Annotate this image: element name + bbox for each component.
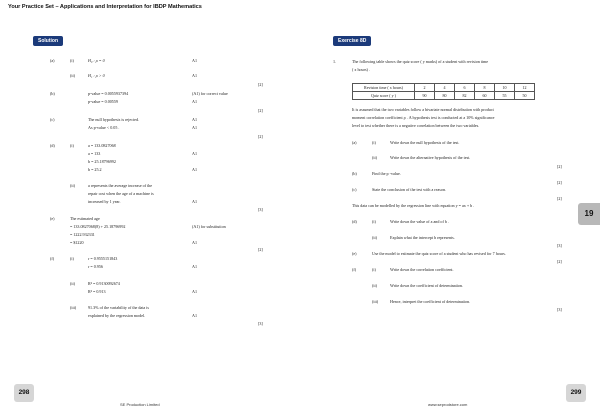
sol-b-label: (b) (50, 91, 55, 96)
ex-c-label: (c) (352, 187, 357, 192)
ex-d-i-text: Write down the value of a and of b . (390, 219, 449, 224)
ex-a-ii-label: (ii) (372, 155, 378, 160)
sol-c-label: (c) (50, 117, 55, 122)
table-cell: 50 (515, 92, 535, 100)
publisher-footer: SE Production Limited (120, 402, 160, 407)
sol-d-ii-mark: A1 (192, 199, 198, 204)
sol-c-line2: As p-value < 0.05 . (88, 125, 120, 130)
ex-e-text: Use the model to estimate the quiz score of a student who has revised for 7 hours. (372, 251, 506, 256)
sol-f-i-line1: r = 0.9555151843 (88, 256, 118, 261)
table-cell: 82 (455, 92, 475, 100)
ex-d-mark: [3] (557, 243, 562, 248)
sol-f-total: [3] (258, 321, 263, 326)
ex-f-mark: [3] (557, 307, 562, 312)
sol-a-i-label: (i) (70, 58, 74, 63)
sol-f-ii-label: (ii) (70, 281, 76, 286)
sol-f-label: (f) (50, 256, 55, 261)
sol-a-label: (a) (50, 58, 55, 63)
sol-e-line2-mark: (A1) for substitution (192, 224, 226, 229)
sol-f-ii-line1: R² = 0.9130092674 (88, 281, 120, 286)
table-cell: 8 (475, 84, 495, 92)
question-intro-line1: The following table shows the quiz score ( y marks) of a student with revision time (352, 59, 489, 64)
website-footer: www.seprodstore.com (428, 402, 468, 407)
sol-f-i-line2: r = 0.956 (88, 264, 103, 269)
sol-b-line1: p-value = 0.0055937394 (88, 91, 129, 96)
ex-d-label: (d) (352, 219, 357, 224)
ex-f-iii-text: Hence, interpret the coefficient of determination. (390, 299, 471, 304)
table-cell-label: Revision time ( x hours) (353, 84, 415, 92)
ex-a-i-text: Write down the null hypothesis of the test. (390, 140, 460, 145)
sol-d-i-line2: a = 133 (88, 151, 101, 156)
sol-f-i-label: (i) (70, 256, 74, 261)
ex-f-i-label: (i) (372, 267, 376, 272)
sol-b-line2-mark: A1 (192, 99, 198, 104)
table-cell-label: Quiz score ( y ) (353, 92, 415, 100)
ex-b-mark: [2] (557, 180, 562, 185)
table-cell: 90 (415, 92, 435, 100)
sol-c-line1: The null hypothesis is rejected. (88, 117, 140, 122)
sol-e-line2: = 133.0827068(8) + 25.18796992 (70, 224, 126, 229)
sol-d-i-line4: b = 25.2 (88, 167, 102, 172)
book-header-title: Your Practice Set – Applications and Interpretation for IBDP Mathematics (8, 4, 202, 10)
exercise-tab: Exercise 8D (333, 36, 371, 46)
ex-f-label: (f) (352, 267, 357, 272)
right-page-number: 299 (566, 384, 586, 402)
sol-d-ii-line2: repair cost when the age of a machine is (88, 191, 154, 196)
ex-c-text: State the conclusion of the test with a reason. (372, 187, 447, 192)
sol-c-line2-mark: A1 (192, 125, 198, 130)
sol-f-iii-mark: A1 (192, 313, 198, 318)
sol-f-iii-line2: explained by the regression model. (88, 313, 146, 318)
table-cell: 55 (495, 92, 515, 100)
table-cell: 60 (475, 92, 495, 100)
sol-e-line4-mark: A1 (192, 240, 198, 245)
sol-f-ii-mark: A1 (192, 289, 198, 294)
ex-a-label: (a) (352, 140, 357, 145)
sol-a-total: [2] (258, 82, 263, 87)
table-cell: 12 (515, 84, 535, 92)
ex-e-mark: [2] (557, 259, 562, 264)
table-cell: 10 (495, 84, 515, 92)
sol-f-i-mark: A1 (192, 264, 198, 269)
ex-f-ii-text: Write down the coefficient of determination. (390, 283, 463, 288)
question-number: 1. (333, 59, 337, 64)
ex-d-ii-label: (ii) (372, 235, 378, 240)
sol-b-line2: p-value = 0.00559 (88, 99, 118, 104)
sol-e-line1: The estimated age (70, 216, 100, 221)
sol-e-label: (e) (50, 216, 55, 221)
sol-d-i-line1: a = 133.0827068 (88, 143, 116, 148)
ex-d-i-label: (i) (372, 219, 376, 224)
assumption-line3: level to test whether there is a negative correlation between the two variables. (352, 123, 480, 128)
ex-a-mark: [2] (557, 164, 562, 169)
sol-a-i-math: H₀ : ρ = 0 (88, 58, 105, 63)
assumption-line1: It is assumed that the two variables follow a bivariate normal distribution with product (352, 107, 494, 112)
table-row (353, 84, 535, 92)
ex-a-ii-text: Write down the alternative hypothesis of the test. (390, 155, 471, 160)
ex-e-label: (e) (352, 251, 357, 256)
question-intro-line2: ( x hours) . (352, 67, 370, 72)
sol-b-total: [2] (258, 108, 263, 113)
assumption-line2: moment correlation coefficient ρ . A hypothesis test is conducted at a 10% significance (352, 115, 495, 120)
ex-b-text: Find the p -value. (372, 171, 401, 176)
ex-b-label: (b) (352, 171, 357, 176)
table-cell: 80 (435, 92, 455, 100)
ex-c-mark: [2] (557, 196, 562, 201)
sol-a-ii-mark: A1 (192, 73, 198, 78)
sol-a-i-mark: A1 (192, 58, 198, 63)
sol-d-i-line3: b = 25.18796992 (88, 159, 116, 164)
table-row (353, 92, 535, 100)
sol-d-i-line2-mark: A1 (192, 151, 198, 156)
ex-f-i-text: Write down the correlation coefficient. (390, 267, 454, 272)
sol-e-line4: = $1220 (70, 240, 84, 245)
sol-d-label: (d) (50, 143, 55, 148)
chapter-side-tab: 19 (578, 203, 600, 225)
sol-a-ii-math: H₁ : ρ > 0 (88, 73, 105, 78)
sol-f-iii-label: (iii) (70, 305, 77, 310)
sol-d-total: [3] (258, 207, 263, 212)
sol-c-total: [2] (258, 134, 263, 139)
revision-data-table (352, 83, 535, 100)
sol-a-ii-label: (ii) (70, 73, 76, 78)
sol-d-i-label: (i) (70, 143, 74, 148)
sol-f-ii-line2: R² = 0.913 (88, 289, 106, 294)
ex-a-i-label: (i) (372, 140, 376, 145)
sol-d-ii-line3: increased by 1 year. (88, 199, 121, 204)
sol-f-iii-line1: 91.3% of the variability of the data is (88, 305, 149, 310)
ex-d-ii-text: Explain what the intercept b represents. (390, 235, 455, 240)
regression-model-text: This data can be modelled by the regression line with equation y = ax + b . (352, 203, 475, 208)
table-cell: 2 (415, 84, 435, 92)
sol-d-ii-label: (ii) (70, 183, 76, 188)
sol-d-ii-line1: a represents the average increase of the (88, 183, 153, 188)
sol-d-i-line4-mark: A1 (192, 167, 198, 172)
sol-b-line1-mark: (A1) for correct value (192, 91, 228, 96)
left-page-number: 298 (14, 384, 34, 402)
ex-f-iii-label: (iii) (372, 299, 379, 304)
solution-tab: Solution (33, 36, 63, 46)
sol-e-total: [2] (258, 247, 263, 252)
sol-e-line3: = 1222.932331 (70, 232, 95, 237)
table-cell: 6 (455, 84, 475, 92)
table-cell: 4 (435, 84, 455, 92)
sol-c-line1-mark: A1 (192, 117, 198, 122)
ex-f-ii-label: (ii) (372, 283, 378, 288)
